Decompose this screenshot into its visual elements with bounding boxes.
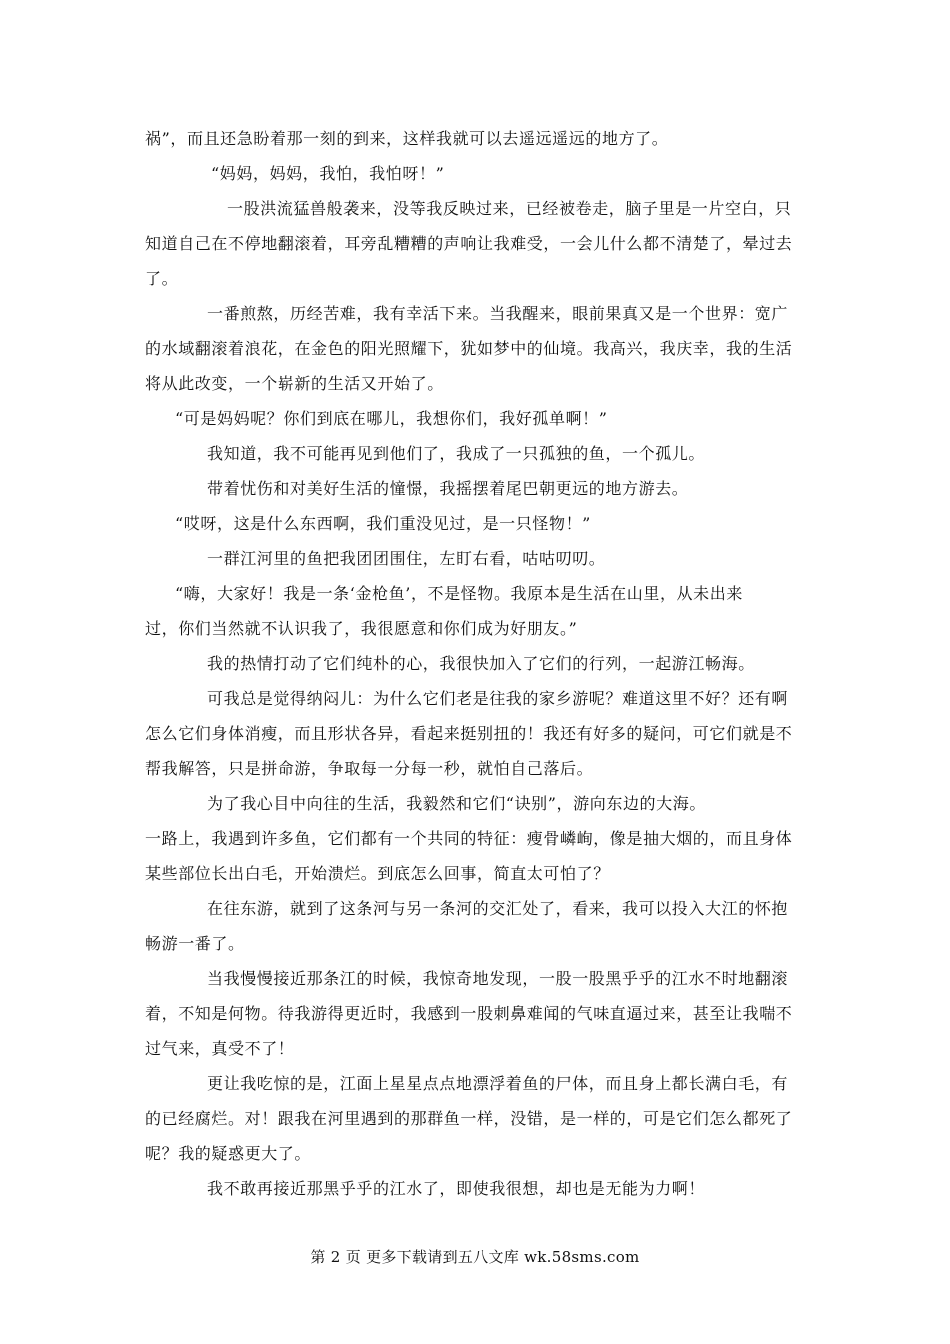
text-line: 过气来，真受不了！ [145, 1039, 295, 1058]
page-footer: 第 2 页 更多下载请到五八文库 wk.58sms.com [310, 1248, 640, 1266]
text-line: 某些部位长出白毛，开始溃烂。到底怎么回事，简直太可怕了？ [145, 864, 610, 883]
text-line: 将从此改变，一个崭新的生活又开始了。 [145, 374, 444, 393]
text-line: 一股洪流猛兽般袭来，没等我反映过来，已经被卷走，脑子里是一片空白，只 [227, 199, 792, 218]
text-line: 怎么它们身体消瘦，而且形状各异，看起来挺别扭的！我还有好多的疑问，可它们就是不 [145, 724, 793, 743]
text-line: 当我慢慢接近那条江的时候，我惊奇地发现，一股一股黑乎乎的江水不时地翻滚 [207, 969, 789, 988]
text-line: 一群江河里的鱼把我团团围住，左盯右看，咕咕叨叨。 [207, 549, 606, 568]
text-line: 我不敢再接近那黑乎乎的江水了，即使我很想，却也是无能为力啊！ [207, 1179, 706, 1198]
text-line: “妈妈，妈妈，我怕，我怕呀！” [211, 164, 445, 183]
text-line: 的已经腐烂。对！跟我在河里遇到的那群鱼一样，没错，是一样的，可是它们怎么都死了 [145, 1109, 793, 1128]
text-line: 我的热情打动了它们纯朴的心，我很快加入了它们的行列，一起游江畅海。 [207, 654, 755, 673]
text-line: 过，你们当然就不认识我了，我很愿意和你们成为好朋友。” [145, 619, 578, 638]
text-line: 为了我心目中向往的生活，我毅然和它们“诀别”，游向东边的大海。 [207, 794, 706, 813]
text-line: 可我总是觉得纳闷儿：为什么它们老是往我的家乡游呢？难道这里不好？还有啊 [207, 689, 789, 708]
text-line: 一路上，我遇到许多鱼，它们都有一个共同的特征：瘦骨嶙峋，像是抽大烟的，而且身体 [145, 829, 793, 848]
text-line: 的水域翻滚着浪花，在金色的阳光照耀下，犹如梦中的仙境。我高兴，我庆幸，我的生活 [145, 339, 793, 358]
text-line: 一番煎熬，历经苦难，我有幸活下来。当我醒来，眼前果真又是一个世界：宽广 [207, 304, 789, 323]
text-line: 帮我解答，只是拼命游，争取每一分每一秒，就怕自己落后。 [145, 759, 594, 778]
text-line: 祸”，而且还急盼着那一刻的到来，这样我就可以去遥远遥远的地方了。 [145, 129, 669, 148]
text-line: 知道自己在不停地翻滚着，耳旁乱糟糟的声响让我难受，一会儿什么都不清楚了，晕过去 [145, 234, 793, 253]
text-line: “嗨，大家好！我是一条‘金枪鱼’，不是怪物。我原本是生活在山里，从未出来 [175, 584, 743, 603]
text-line: 了。 [145, 269, 179, 288]
text-line: “哎呀，这是什么东西啊，我们重没见过，是一只怪物！” [175, 514, 591, 533]
text-line: 呢？我的疑惑更大了。 [145, 1144, 312, 1163]
text-line: 着，不知是何物。待我游得更近时，我感到一股刺鼻难闻的气味直逼过来，甚至让我喘不 [145, 1004, 793, 1023]
text-line: 我知道，我不可能再见到他们了，我成了一只孤独的鱼，一个孤儿。 [207, 444, 706, 463]
body-text [145, 121, 806, 1206]
text-line: 带着忧伤和对美好生活的憧憬，我摇摆着尾巴朝更远的地方游去。 [207, 479, 689, 498]
text-line: 在往东游，就到了这条河与另一条河的交汇处了，看来，我可以投入大江的怀抱 [207, 899, 789, 918]
text-line: 更让我吃惊的是，江面上星星点点地漂浮着鱼的尸体，而且身上都长满白毛，有 [207, 1074, 789, 1093]
text-line: 畅游一番了。 [145, 934, 245, 953]
text-line: “可是妈妈呢？你们到底在哪儿，我想你们，我好孤单啊！” [175, 409, 608, 428]
